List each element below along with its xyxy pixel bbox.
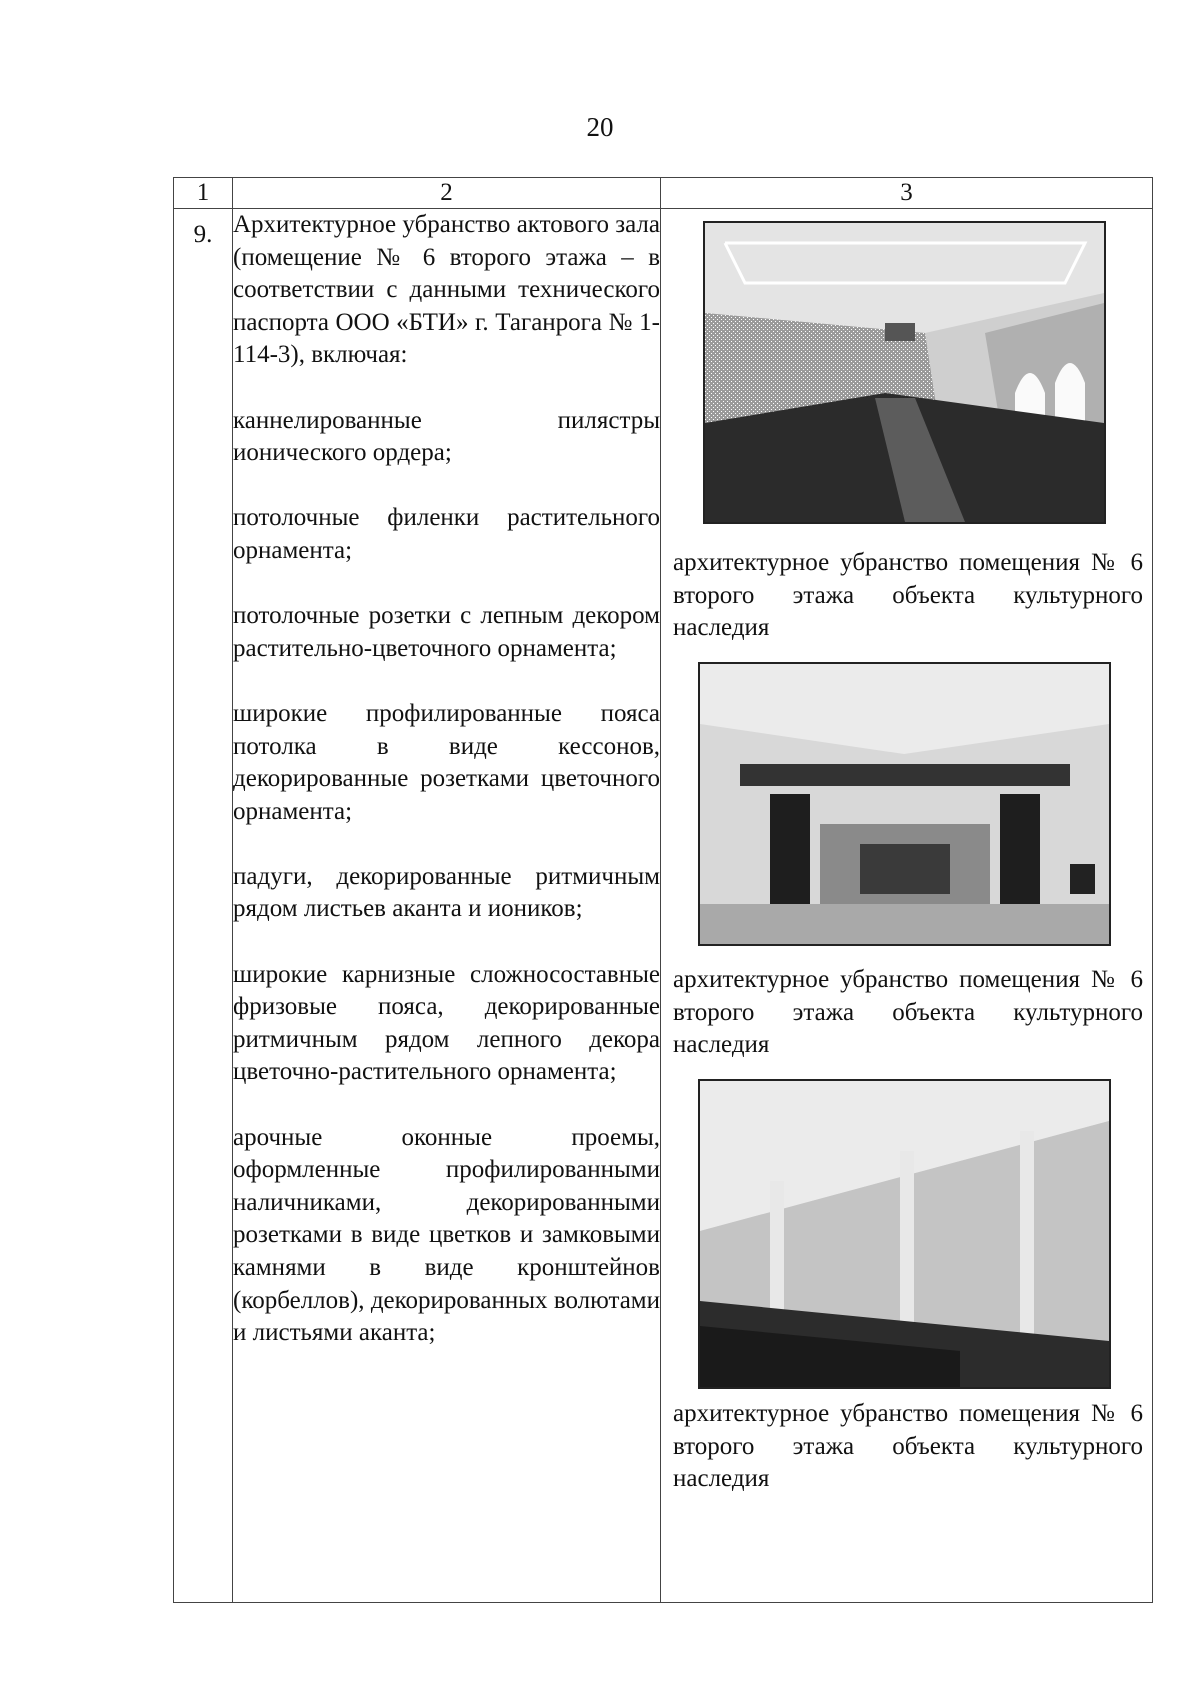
table-header-row — [174, 178, 1153, 209]
column-header: 2 — [233, 178, 661, 209]
photo-caption — [673, 547, 1143, 645]
description-item: падуги, декорированные ритмичным рядом листьев аканта и иоников; — [233, 862, 660, 923]
hall-photo — [703, 221, 1106, 524]
description-item: широкие профилированные пояса потолка в виде кессонов, декорированные розетками цветочного орнамента; — [233, 699, 660, 825]
page-number: 20 — [586, 112, 614, 142]
photo-caption-text: архитектурное убранство помещения № 6 второго этажа объекта культурного наследия — [673, 549, 1143, 642]
description-item: потолочные розетки с лепным декором растительно-цветочного орнамента; — [233, 602, 660, 662]
wall-photo — [698, 1079, 1111, 1389]
description-cell — [233, 209, 661, 1603]
description-item: широкие карнизные сложносоставные фризовые пояса, декорированные ритмичным рядом лепного декора цветочно-растительного орнамента; — [233, 960, 660, 1086]
description-item: каннелированные пилястры ионического ордера; — [233, 406, 660, 467]
photos-cell — [661, 209, 1153, 1603]
stage-photo — [698, 662, 1111, 946]
row-number: 9. — [174, 209, 233, 1603]
column-header: 3 — [661, 178, 1153, 209]
document-table — [173, 177, 1153, 1603]
description-intro: Архитектурное убранство актового зала (помещение № 6 второго этажа – в соответствии с данными технического паспорта ООО «БТИ» г. Таганрога № 1-114-3), включая: — [233, 211, 660, 369]
description-item: арочные оконные проемы, оформленные профилированными наличниками, декорированными розетками в виде цветков и замковыми камнями в виде кронштейнов (корбеллов), декорированных волютами и листьями аканта; — [233, 1123, 660, 1347]
description-item: потолочные филенки растительного орнамента; — [233, 504, 660, 564]
column-header: 1 — [174, 178, 233, 209]
photo-caption-text: архитектурное убранство помещения № 6 второго этажа объекта культурного наследия — [673, 1400, 1143, 1493]
photo-caption-text: архитектурное убранство помещения № 6 второго этажа объекта культурного наследия — [673, 966, 1143, 1059]
table-row — [174, 209, 1153, 1603]
photo-caption — [673, 964, 1143, 1062]
photo-caption — [673, 1398, 1143, 1496]
